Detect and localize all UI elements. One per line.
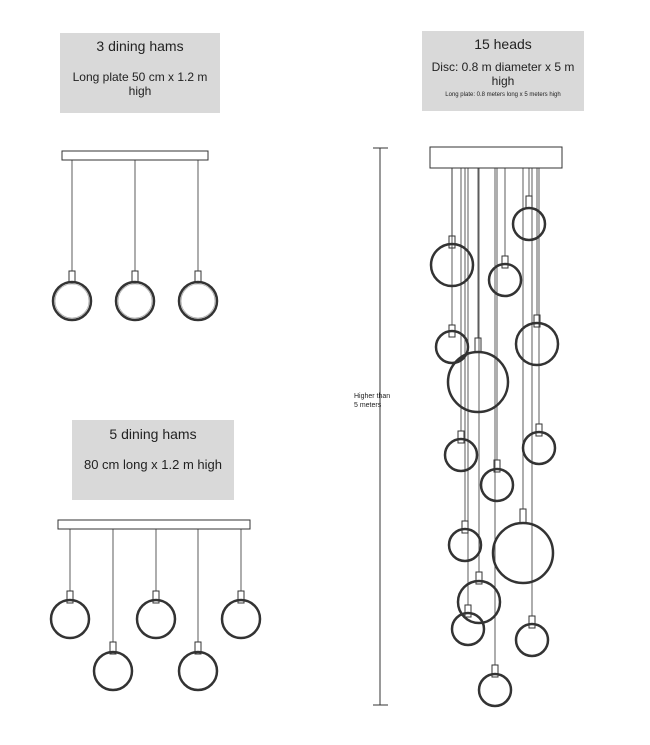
height-dimension-line2: 5 meters <box>354 402 382 409</box>
pendant <box>51 529 89 638</box>
fifteen-heads-fixture <box>430 147 562 706</box>
pendant <box>448 168 508 412</box>
pendant <box>513 168 545 240</box>
pendant <box>53 160 91 320</box>
fifteen-heads-title: 15 heads <box>474 36 532 52</box>
height-dimension-line1: Higher than <box>354 393 391 400</box>
five-heads-spec: 80 cm long x 1.2 m high <box>83 457 223 472</box>
three-heads-spec: Long plate 50 cm x 1.2 m high <box>72 70 208 98</box>
pendant <box>222 529 260 638</box>
fifteen-heads-note: Long plate: 0.8 meters long x 5 meters high <box>445 92 561 98</box>
pendant <box>179 160 217 320</box>
pendant <box>523 168 555 464</box>
three-heads-fixture <box>53 151 217 320</box>
canopy-plate <box>58 520 250 529</box>
pendant <box>116 160 154 320</box>
pendant <box>481 168 513 501</box>
pendant <box>137 529 175 638</box>
five-heads-fixture <box>51 520 260 690</box>
canopy-plate <box>62 151 208 160</box>
fifteen-heads-spec: Disc: 0.8 m diameter x 5 m high <box>431 60 575 88</box>
canopy-plate <box>430 147 562 168</box>
pendant <box>179 529 217 690</box>
pendant <box>445 168 477 471</box>
height-dimension-line <box>373 148 388 705</box>
five-heads-title: 5 dining hams <box>109 426 197 442</box>
pendant <box>516 168 558 365</box>
pendant <box>94 529 132 690</box>
three-heads-title: 3 dining hams <box>96 38 184 54</box>
pendant <box>436 168 468 363</box>
